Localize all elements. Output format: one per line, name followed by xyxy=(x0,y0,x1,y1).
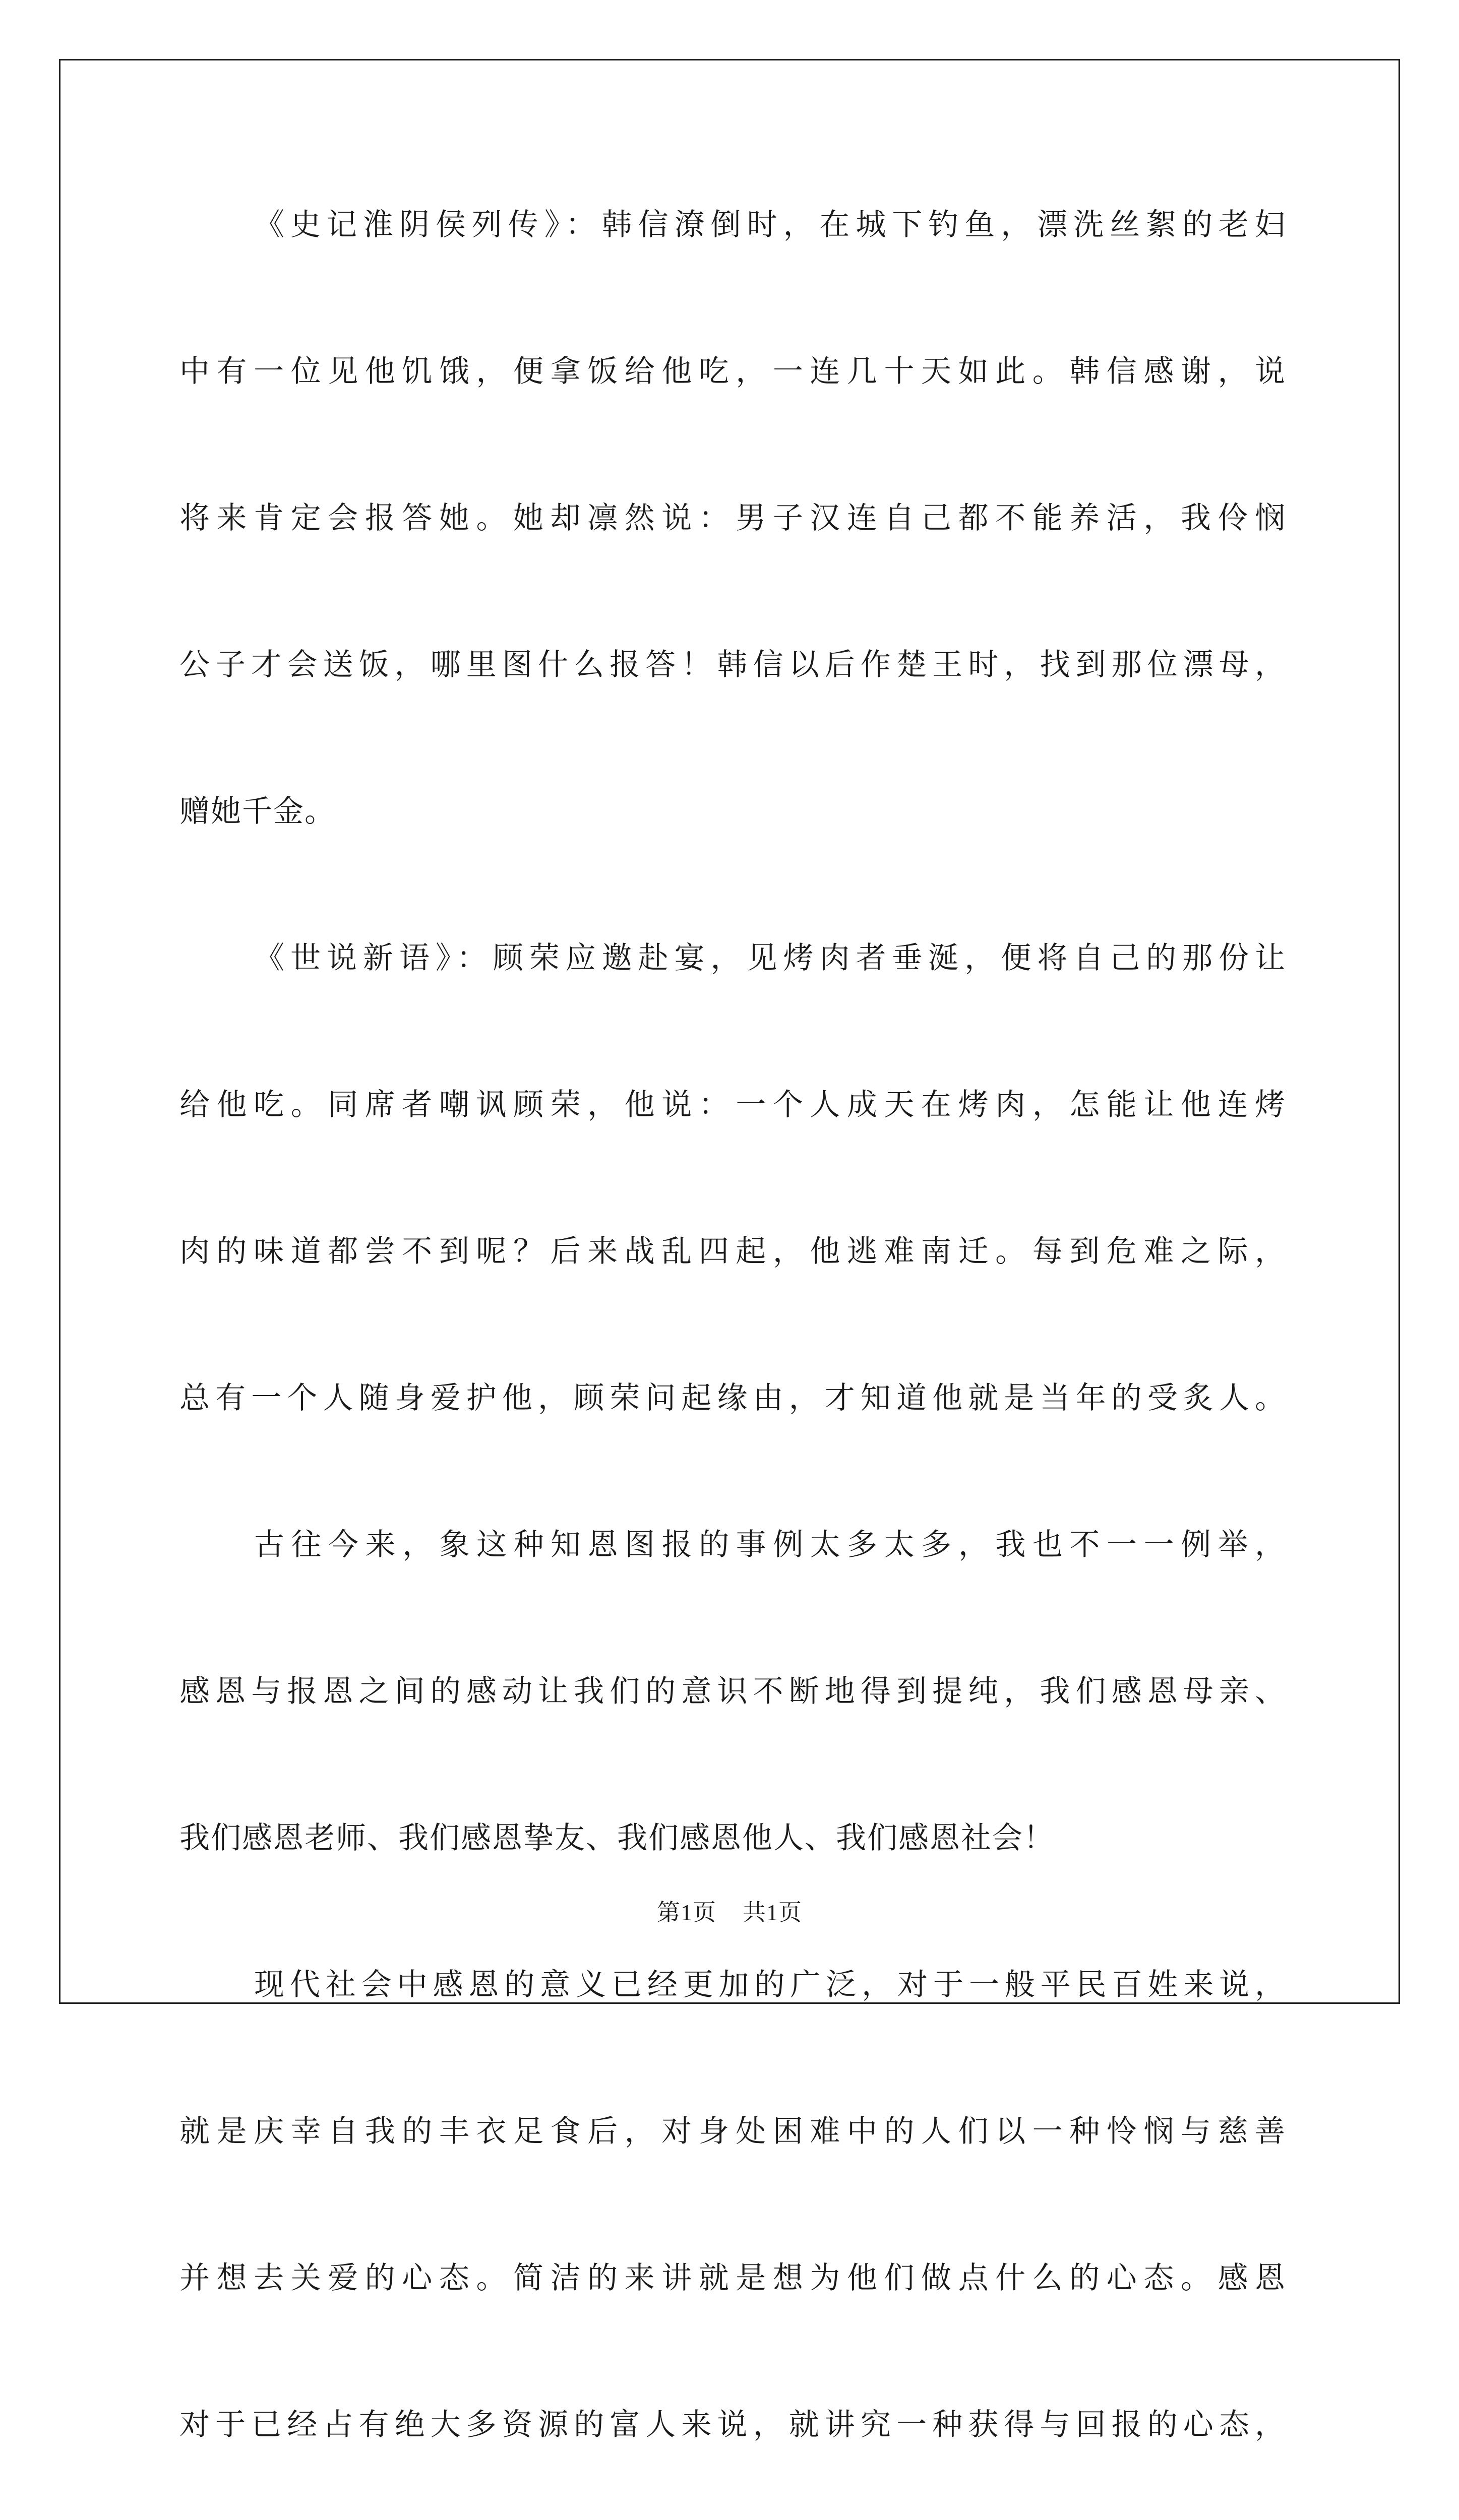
text-line: 古往今来，象这种知恩图报的事例太多太多，我也不一一例举， xyxy=(254,1527,1286,1562)
paragraph-gu-rong xyxy=(179,927,1286,1514)
text-line: 我们感恩老师、我们感恩挚友、我们感恩他人、我们感恩社会！ xyxy=(179,1820,1055,1856)
page-number: 第1页 xyxy=(657,1900,716,1925)
text-line: 《史记淮阴侯列传》：韩信潦倒时，在城下钓鱼，漂洗丝絮的老妇 xyxy=(254,207,1286,242)
text-line: 肉的味道都尝不到呢？后来战乱四起，他逃难南迁。每到危难之际， xyxy=(179,1234,1286,1269)
text-line: 现代社会中感恩的意义已经更加的广泛，对于一般平民百姓来说， xyxy=(254,1967,1286,2002)
text-line: 中有一位见他饥饿，便拿饭给他吃，一连几十天如此。韩信感谢，说 xyxy=(179,354,1286,389)
document-body xyxy=(179,194,1286,2520)
text-line: 总有一个人随身爱护他，顾荣问起缘由，才知道他就是当年的受炙人。 xyxy=(179,1380,1286,1416)
page-total: 共1页 xyxy=(743,1900,802,1925)
text-line: 对于已经占有绝大多资源的富人来说，就讲究一种获得与回报的心态， xyxy=(179,2407,1286,2442)
text-line: 给他吃。同席者嘲讽顾荣，他说：一个人成天在烤肉，怎能让他连烤 xyxy=(179,1087,1286,1122)
text-line: 并想去关爱的心态。简洁的来讲就是想为他们做点什么的心态。感恩 xyxy=(179,2260,1286,2296)
text-line: 《世说新语》：顾荣应邀赴宴，见烤肉者垂涎，便将自己的那份让 xyxy=(254,940,1286,976)
text-line: 就是庆幸自我的丰衣足食后，对身处困难中的人们以一种怜悯与慈善 xyxy=(179,2114,1286,2149)
text-line: 公子才会送饭，哪里图什么报答！韩信以后作楚王时，找到那位漂母， xyxy=(179,647,1286,682)
text-line: 赠她千金。 xyxy=(179,794,336,829)
paragraph-gratitude-examples xyxy=(179,1514,1286,1954)
page-footer xyxy=(0,1894,1459,1927)
paragraph-modern-society xyxy=(179,1954,1286,2520)
text-line: 感恩与报恩之间的感动让我们的意识不断地得到提纯，我们感恩母亲、 xyxy=(179,1674,1286,1709)
paragraph-han-xin xyxy=(179,194,1286,927)
text-line: 将来肯定会报答她。她却凛然说：男子汉连自己都不能养活，我伶悯 xyxy=(179,500,1286,536)
